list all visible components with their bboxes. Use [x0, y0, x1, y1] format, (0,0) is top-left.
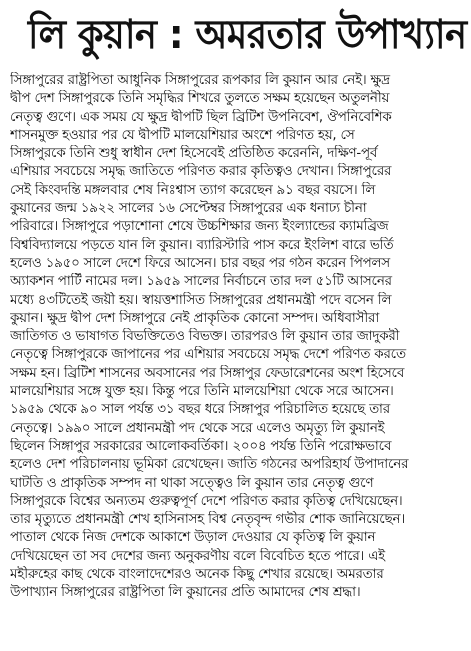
body-line: হলেও ১৯৫০ সালে দেশে ফিরে আসেন। চার বছর পর গঠন করেন পিপলস — [10, 255, 390, 271]
body-line: মধ্যে ৪৩টিতেই জয়ী হয়। স্বায়ত্তশাসিত সিঙ্গাপুরের প্রধানমন্ত্রী পদে বসেন লি — [10, 292, 392, 308]
body-line: মহীরুহের কাছ থেকে বাংলাদেশেরও অনেক কিছু শেখার রয়েছে। অমরতার — [10, 567, 384, 583]
body-line: নেতৃত্বে সিঙ্গাপুরকে জাপানের পর এশিয়ার সবচেয়ে সমৃদ্ধ দেশে পরিণত করতে — [10, 347, 406, 363]
body-line: পরিবারে। সিঙ্গাপুরে পড়াশোনা শেষে উচ্চশিক্ষার জন্য ইংল্যান্ডের ক্যামব্রিজ — [10, 219, 389, 235]
body-line: সিঙ্গাপুরকে তিনি শুধু স্বাধীন দেশ হিসেবেই প্রতিষ্ঠিত করেননি, দক্ষিণ-পূর্ব — [10, 146, 378, 162]
body-line: সেই কিংবদন্তি মঙ্গলবার শেষ নিঃশ্বাস ত্যাগ করেছেন ৯১ বছর বয়সে। লি — [10, 182, 376, 198]
body-line: বিশ্ববিদ্যালয়ে পড়তে যান লি কুয়ান। ব্যারিস্টারি পাস করে ইংলিশ বারে ভর্তি — [10, 237, 394, 253]
headline: লি কুয়ান : অমরতার উপাখ্যান — [28, 12, 467, 58]
body-line: হলেও দেশ পরিচালনায় ভূমিকা রেখেছেন। জাতি গঠনের অপরিহার্য উপাদানের — [10, 457, 409, 473]
article-body — [10, 72, 461, 603]
body-line: কুয়ানের জন্ম ১৯২২ সালের ১৬ সেপ্টেম্বর সিঙ্গাপুরের এক ধনাঢ্য চীনা — [10, 201, 367, 217]
body-line: সক্ষম হন। ব্রিটিশ শাসনের অবসানের পর সিঙ্গাপুর ফেডারেশনের অংশ হিসেবে — [10, 365, 405, 381]
body-line: মালয়েশিয়ার সঙ্গে যুক্ত হয়। কিন্তু পরে তিনি মালয়েশিয়া থেকে সরে আসেন। — [10, 384, 394, 400]
body-line: নেতৃত্ব গুণে। এক সময় যে ক্ষুদ্র দ্বীপটি ছিল ব্রিটিশ উপনিবেশ, ঔপনিবেশিক — [10, 109, 392, 125]
body-line: ১৯৫৯ থেকে ৯০ সাল পর্যন্ত ৩১ বছর ধরে সিঙ্গাপুর পরিচালিত হয়েছে তার — [10, 402, 390, 418]
body-line: পাতাল থেকে নিজ দেশকে আকাশে উড়াল দেওয়ার যে কৃতিত্ব লি কুয়ান — [10, 530, 376, 546]
body-line: কুয়ান। ক্ষুদ্র দ্বীপ দেশ সিঙ্গাপুরে নেই প্রাকৃতিক কোনো সম্পদ। অধিবাসীরা — [10, 310, 380, 326]
body-line: দ্বীপ দেশ সিঙ্গাপুরকে তিনি সমৃদ্ধির শিখরে তুলতে সক্ষম হয়েছেন অতুলনীয় — [10, 91, 390, 107]
body-line: শাসনমুক্ত হওয়ার পর যে দ্বীপটি মালয়েশিয়ার অংশে পরিণত হয়, সে — [10, 127, 355, 143]
body-line: দেখিয়েছেন তা সব দেশের জন্য অনুকরণীয় বলে বিবেচিত হতে পারে। এই — [10, 548, 385, 564]
body-line: নেতৃত্বে। ১৯৯০ সালে প্রধানমন্ত্রী পদ থেকে সরে এলেও অমৃত্যু লি কুয়ানই — [10, 420, 385, 436]
body-line: সিঙ্গাপুরের রাষ্ট্রপিতা আধুনিক সিঙ্গাপুরের রূপকার লি কুয়ান আর নেই। ক্ষুদ্র — [10, 73, 390, 88]
body-line: ঘাটতি ও প্রাকৃতিক সম্পদ না থাকা সত্ত্বেও লি কুয়ান তার নেতৃত্ব গুণে — [10, 475, 374, 491]
body-line: ছিলেন সিঙ্গাপুর সরকারের আলোকবর্তিকা। ২০০৪ পর্যন্ত তিনি পরোক্ষভাবে — [10, 438, 392, 454]
body-line: অ্যাকশন পার্টি নামের দল। ১৯৫৯ সালের নির্বাচনে তার দল ৫১টি আসনের — [10, 274, 392, 290]
body-line: তার মৃত্যুতে প্রধানমন্ত্রী শেখ হাসিনাসহ বিশ্ব নেতৃবৃন্দ গভীর শোক জানিয়েছেন। — [10, 512, 405, 528]
body-line: উপাখ্যান সিঙ্গাপুরের রাষ্ট্রপিতা লি কুয়ানের প্রতি আমাদের শেষ শ্রদ্ধা। — [10, 585, 361, 601]
body-line: এশিয়ার সবচেয়ে সমৃদ্ধ জাতিতে পরিণত করার কৃতিত্বও দেখান। সিঙ্গাপুরের — [10, 164, 392, 180]
body-line: সিঙ্গাপুরকে বিশ্বের অন্যতম গুরুত্বপূর্ণ দেশে পরিণত করার কৃতিত্ব দেখিয়েছেন। — [10, 493, 403, 509]
body-line: জাতিগত ও ভাষাগত বিভক্তিতেও বিভক্ত। তারপরও লি কুয়ান তার জাদুকরী — [10, 329, 400, 345]
